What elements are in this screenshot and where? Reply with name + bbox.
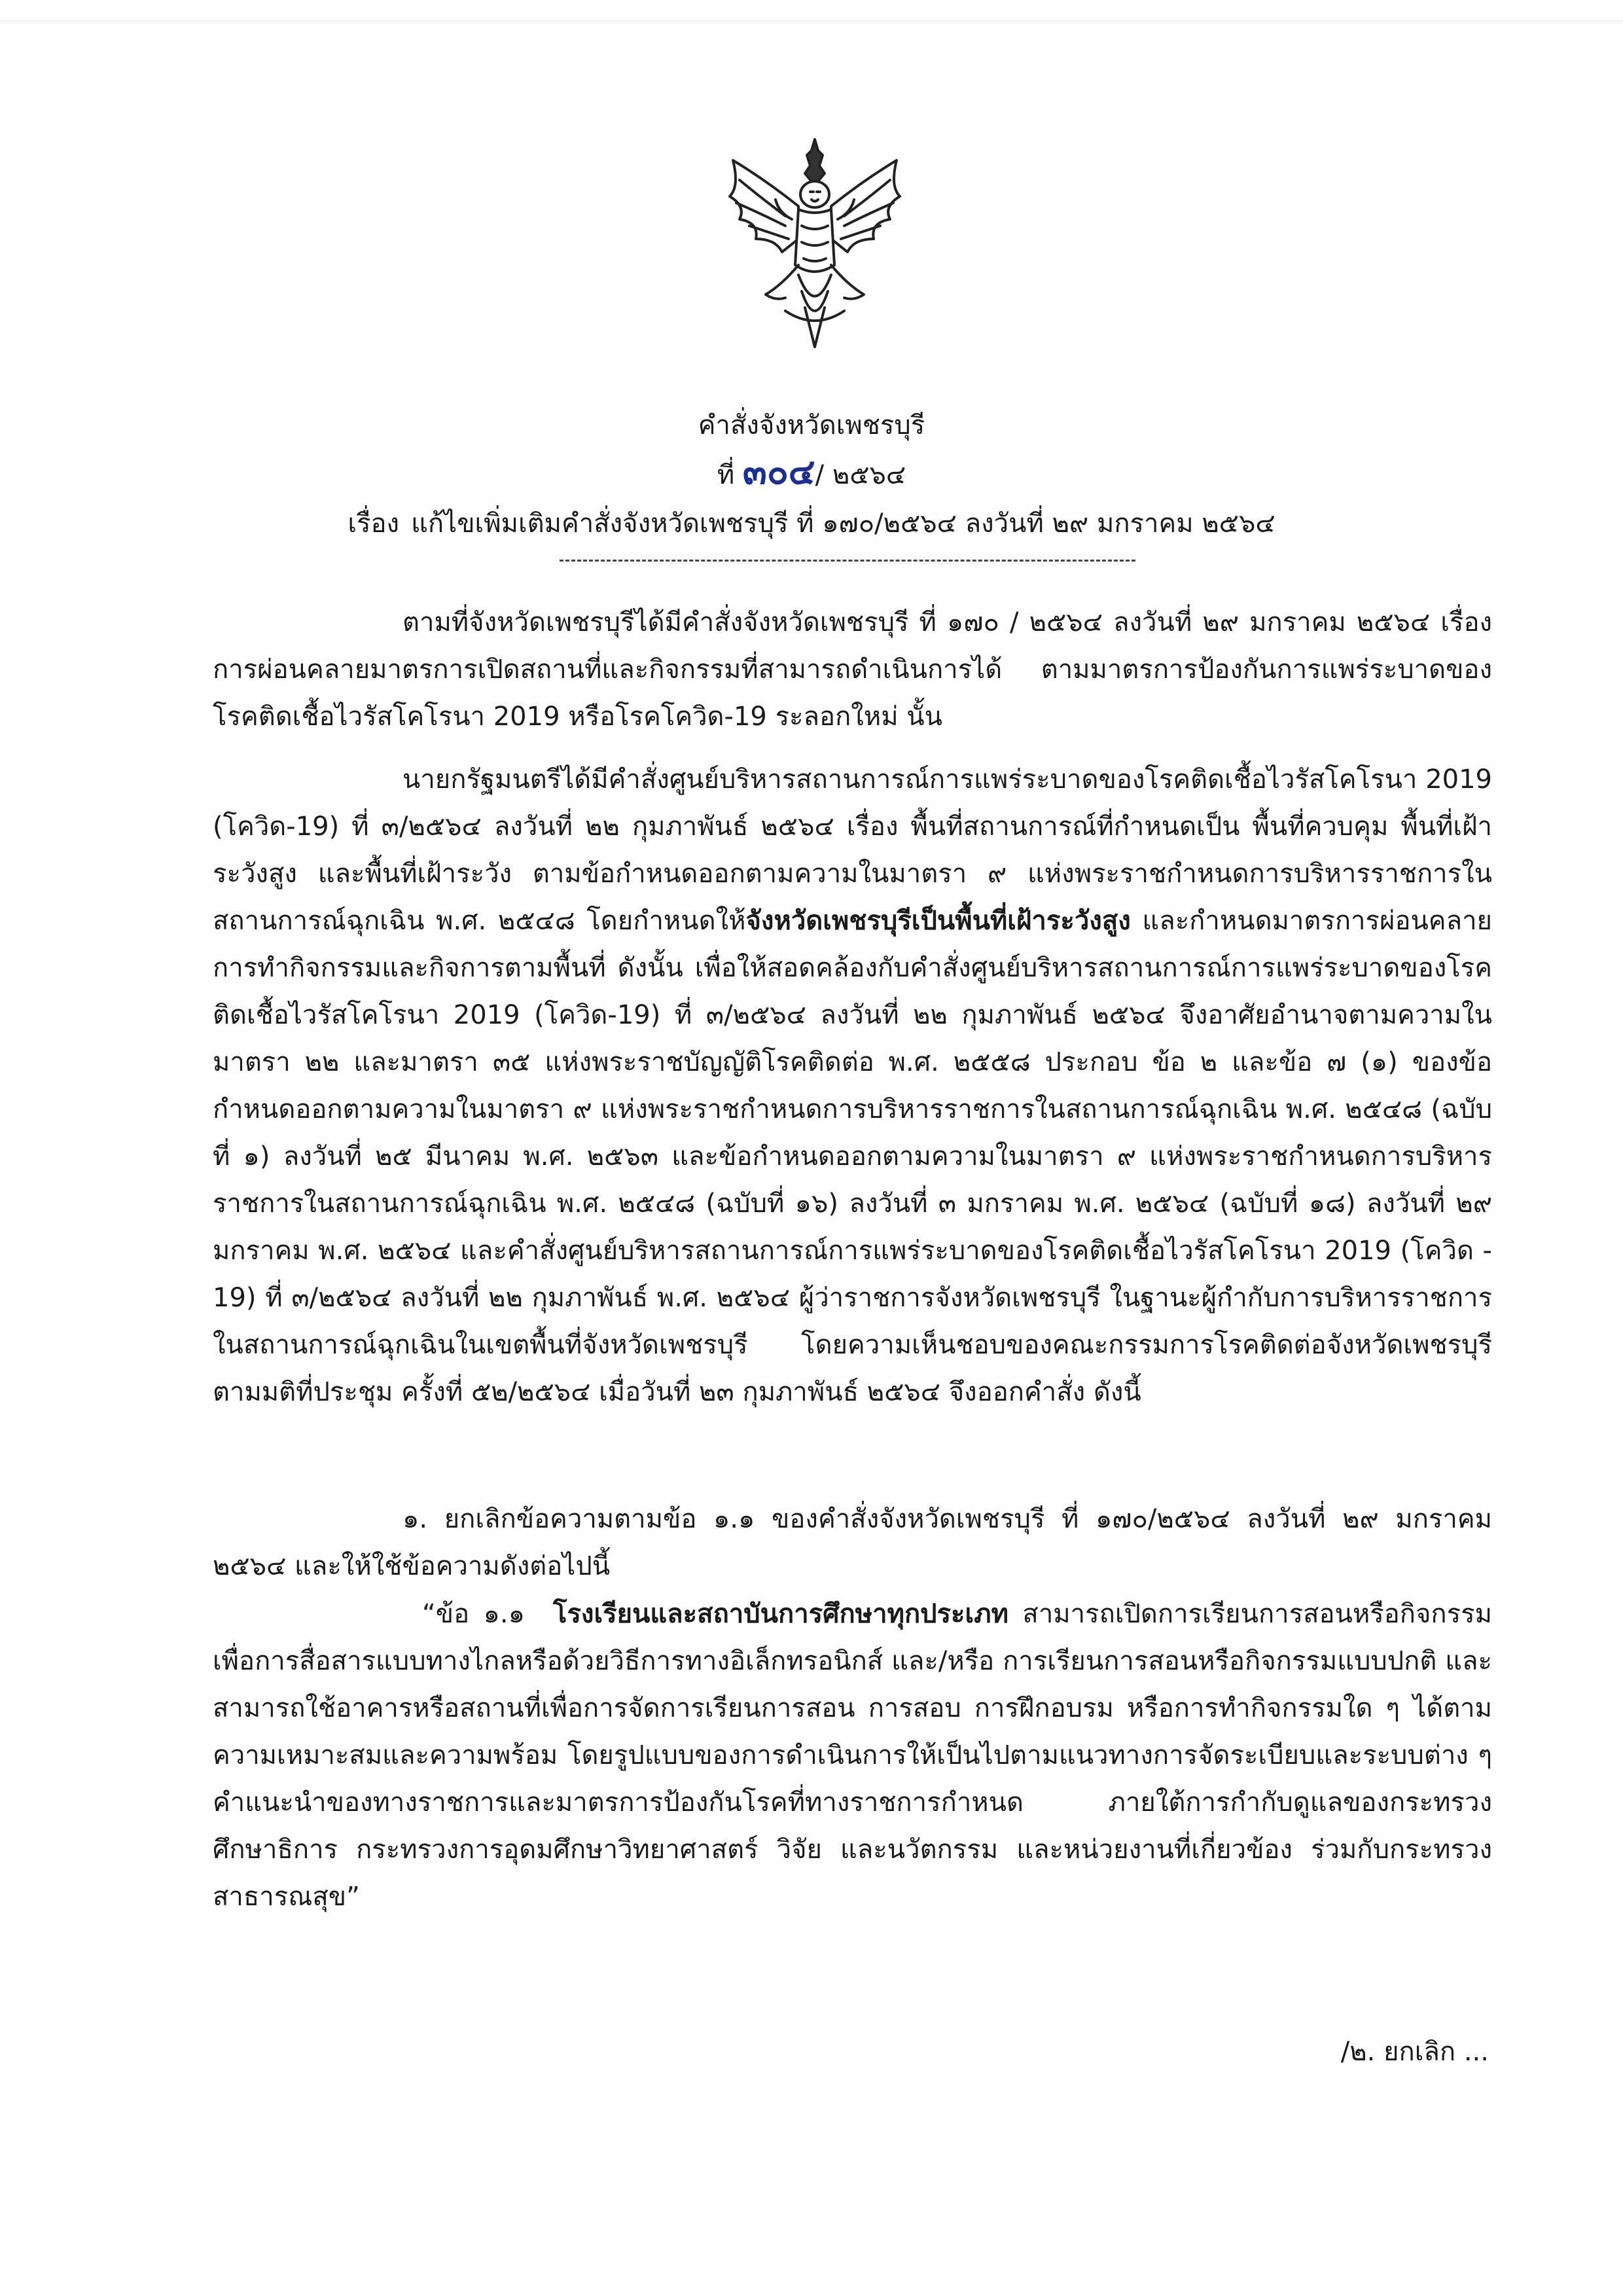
order-number xyxy=(0,452,1623,495)
paragraph-authority-text-b: และกำหนดมาตรการผ่อนคลายการทำกิจกรรมและกิจการตามพื้นที่ ดังนั้น เพื่อให้สอดคล้องกับคำสั่งศูนย์บริหารสถานการณ์การแพร่ระบาดของโรคติดเชื้อไวรัสโคโรนา 2019 (โควิด-19) ที่ ๓/๒๕๖๔ ลงวันที่ ๒๒ กุมภาพันธ์ ๒๕๖๔ จึงอาศัยอำนาจตามความในมาตรา ๒๒ และมาตรา ๓๕ แห่งพระราชบัญญัติโรคติดต่อ พ.ศ. ๒๕๕๘ ประกอบ ข้อ ๒ และข้อ ๗ (๑) ของข้อกำหนดออกตามความในมาตรา ๙ แห่งพระราชกำหนดการบริหารราชการในสถานการณ์ฉุกเฉิน พ.ศ. ๒๕๔๘ (ฉบับที่ ๑) ลงวันที่ ๒๕ มีนาคม พ.ศ. ๒๕๖๓ และข้อกำหนดออกตามความในมาตรา ๙ แห่งพระราชกำหนดการบริหารราชการในสถานการณ์ฉุกเฉิน พ.ศ. ๒๕๔๘ (ฉบับที่ ๑๖) ลงวันที่ ๓ มกราคม พ.ศ. ๒๕๖๔ (ฉบับที่ ๑๘) ลงวันที่ ๒๙ มกราคม พ.ศ. ๒๕๖๔ และคำสั่งศูนย์บริหารสถานการณ์การแพร่ระบาดของโรคติดเชื้อไวรัสโคโรนา 2019 (โควิด - 19) ที่ ๓/๒๕๖๔ ลงวันที่ ๒๒ กุมภาพันธ์ พ.ศ. ๒๕๖๔ ผู้ว่าราชการจังหวัดเพชรบุรี ในฐานะผู้กำกับการบริหารราชการในสถานการณ์ฉุกเฉินในเขตพื้นที่จังหวัดเพชรบุรี โดยความเห็นชอบของคณะกรรมการโรคติดต่อจังหวัดเพชรบุรี ตามมติที่ประชุม ครั้งที่ ๕๒/๒๕๖๔ เมื่อวันที่ ๒๓ กุมภาพันธ์ ๒๕๖๔ จึงออกคำสั่ง ดังนี้ xyxy=(213,906,1492,1407)
paragraph-clause-1-text: ๑. ยกเลิกข้อความตามข้อ ๑.๑ ของคำสั่งจังหวัดเพชรบุรี ที่ ๑๗๐/๒๕๖๔ ลงวันที่ ๒๙ มกราคม ๒๕๖๔ และให้ใช้ข้อความดังต่อไปนี้ xyxy=(213,1504,1492,1581)
clause-body-text: สามารถเปิดการเรียนการสอนหรือกิจกรรมเพื่อการสื่อสารแบบทางไกลหรือด้วยวิธีการทางอิเล็กทรอนิกส์ และ/หรือ การเรียนการสอนหรือกิจกรรมแบบปกติ และสามารถใช้อาคารหรือสถานที่เพื่อการจัดการเรียนการสอน การสอบ การฝึกอบรม หรือการทำกิจกรรมใด ๆ ได้ตามความเหมาะสมและความพร้อม โดยรูปแบบของการดำเนินการให้เป็นไปตามแนวทางการจัดระเบียบและระบบต่าง ๆ คำแนะนำของทางราชการและมาตรการป้องกันโรคที่ทางราชการกำหนด ภายใต้การกำกับดูแลของกระทรวงศึกษาธิการ กระทรวงการอุดมศึกษาวิทยาศาสตร์ วิจัย และนวัตกรรม และหน่วยงานที่เกี่ยวข้อง ร่วมกับกระทรวงสาธารณสุข” xyxy=(213,1599,1492,1912)
order-subject xyxy=(0,504,1623,543)
paragraph-authority-bold: จังหวัดเพชรบุรีเป็นพื้นที่เฝ้าระวังสูง xyxy=(745,906,1131,936)
scan-artifact xyxy=(0,20,1623,26)
paragraph-reference-text: ตามที่จังหวัดเพชรบุรีได้มีคำสั่งจังหวัดเพชรบุรี ที่ ๑๗๐ / ๒๕๖๔ ลงวันที่ ๒๙ มกราคม ๒๕๖๔ เรื่อง การผ่อนคลายมาตรการเปิดสถานที่และกิจกรรมที่สามารถดำเนินการได้ ตามมาตรการป้องกันการแพร่ระบาดของโรคติดเชื้อไวรัสโคโรนา 2019 หรือโรคโควิด-19 ระลอกใหม่ นั้น xyxy=(213,607,1492,732)
paragraph-authority xyxy=(213,756,1492,1416)
paragraph-clause-1-1 xyxy=(213,1590,1492,1920)
order-number-prefix: ที่ xyxy=(717,460,735,490)
paragraph-authority-text-a: นายกรัฐมนตรีได้มีคำสั่งศูนย์บริหารสถานการณ์การแพร่ระบาดของโรคติดเชื้อไวรัสโคโรนา 2019 (โควิด-19) ที่ ๓/๒๕๖๔ ลงวันที่ ๒๒ กุมภาพันธ์ ๒๕๖๔ เรื่อง พื้นที่สถานการณ์ที่กำหนดเป็น พื้นที่ควบคุม พื้นที่เฝ้าระวังสูง และพื้นที่เฝ้าระวัง ตามข้อกำหนดออกตามความในมาตรา ๙ แห่งพระราชกำหนดการบริหารราชการในสถานการณ์ฉุกเฉิน พ.ศ. ๒๕๔๘ โดยกำหนดให้ xyxy=(213,764,1492,936)
paragraph-reference xyxy=(213,599,1492,740)
order-title: คำสั่งจังหวัดเพชรบุรี xyxy=(698,410,925,440)
dashed-divider xyxy=(560,560,1135,562)
subject-text: แก้ไขเพิ่มเติมคำสั่งจังหวัดเพชรบุรี ที่ ๑๗๐/๒๕๖๔ ลงวันที่ ๒๙ มกราคม ๒๕๖๔ xyxy=(411,509,1275,539)
paragraph-clause-1 xyxy=(213,1496,1492,1590)
order-number-handwritten: ๓๐๔ xyxy=(742,450,815,492)
garuda-emblem-icon xyxy=(720,134,910,350)
order-number-year: / ๒๕๖๔ xyxy=(815,460,906,490)
clause-heading-bold: โรงเรียนและสถาบันการศึกษาทุกประเภท xyxy=(552,1599,1008,1629)
continuation-note: /๒. ยกเลิก ... xyxy=(1340,2037,1489,2067)
subject-label: เรื่อง xyxy=(348,509,400,539)
clause-number: “ข้อ ๑.๑ xyxy=(422,1599,526,1629)
